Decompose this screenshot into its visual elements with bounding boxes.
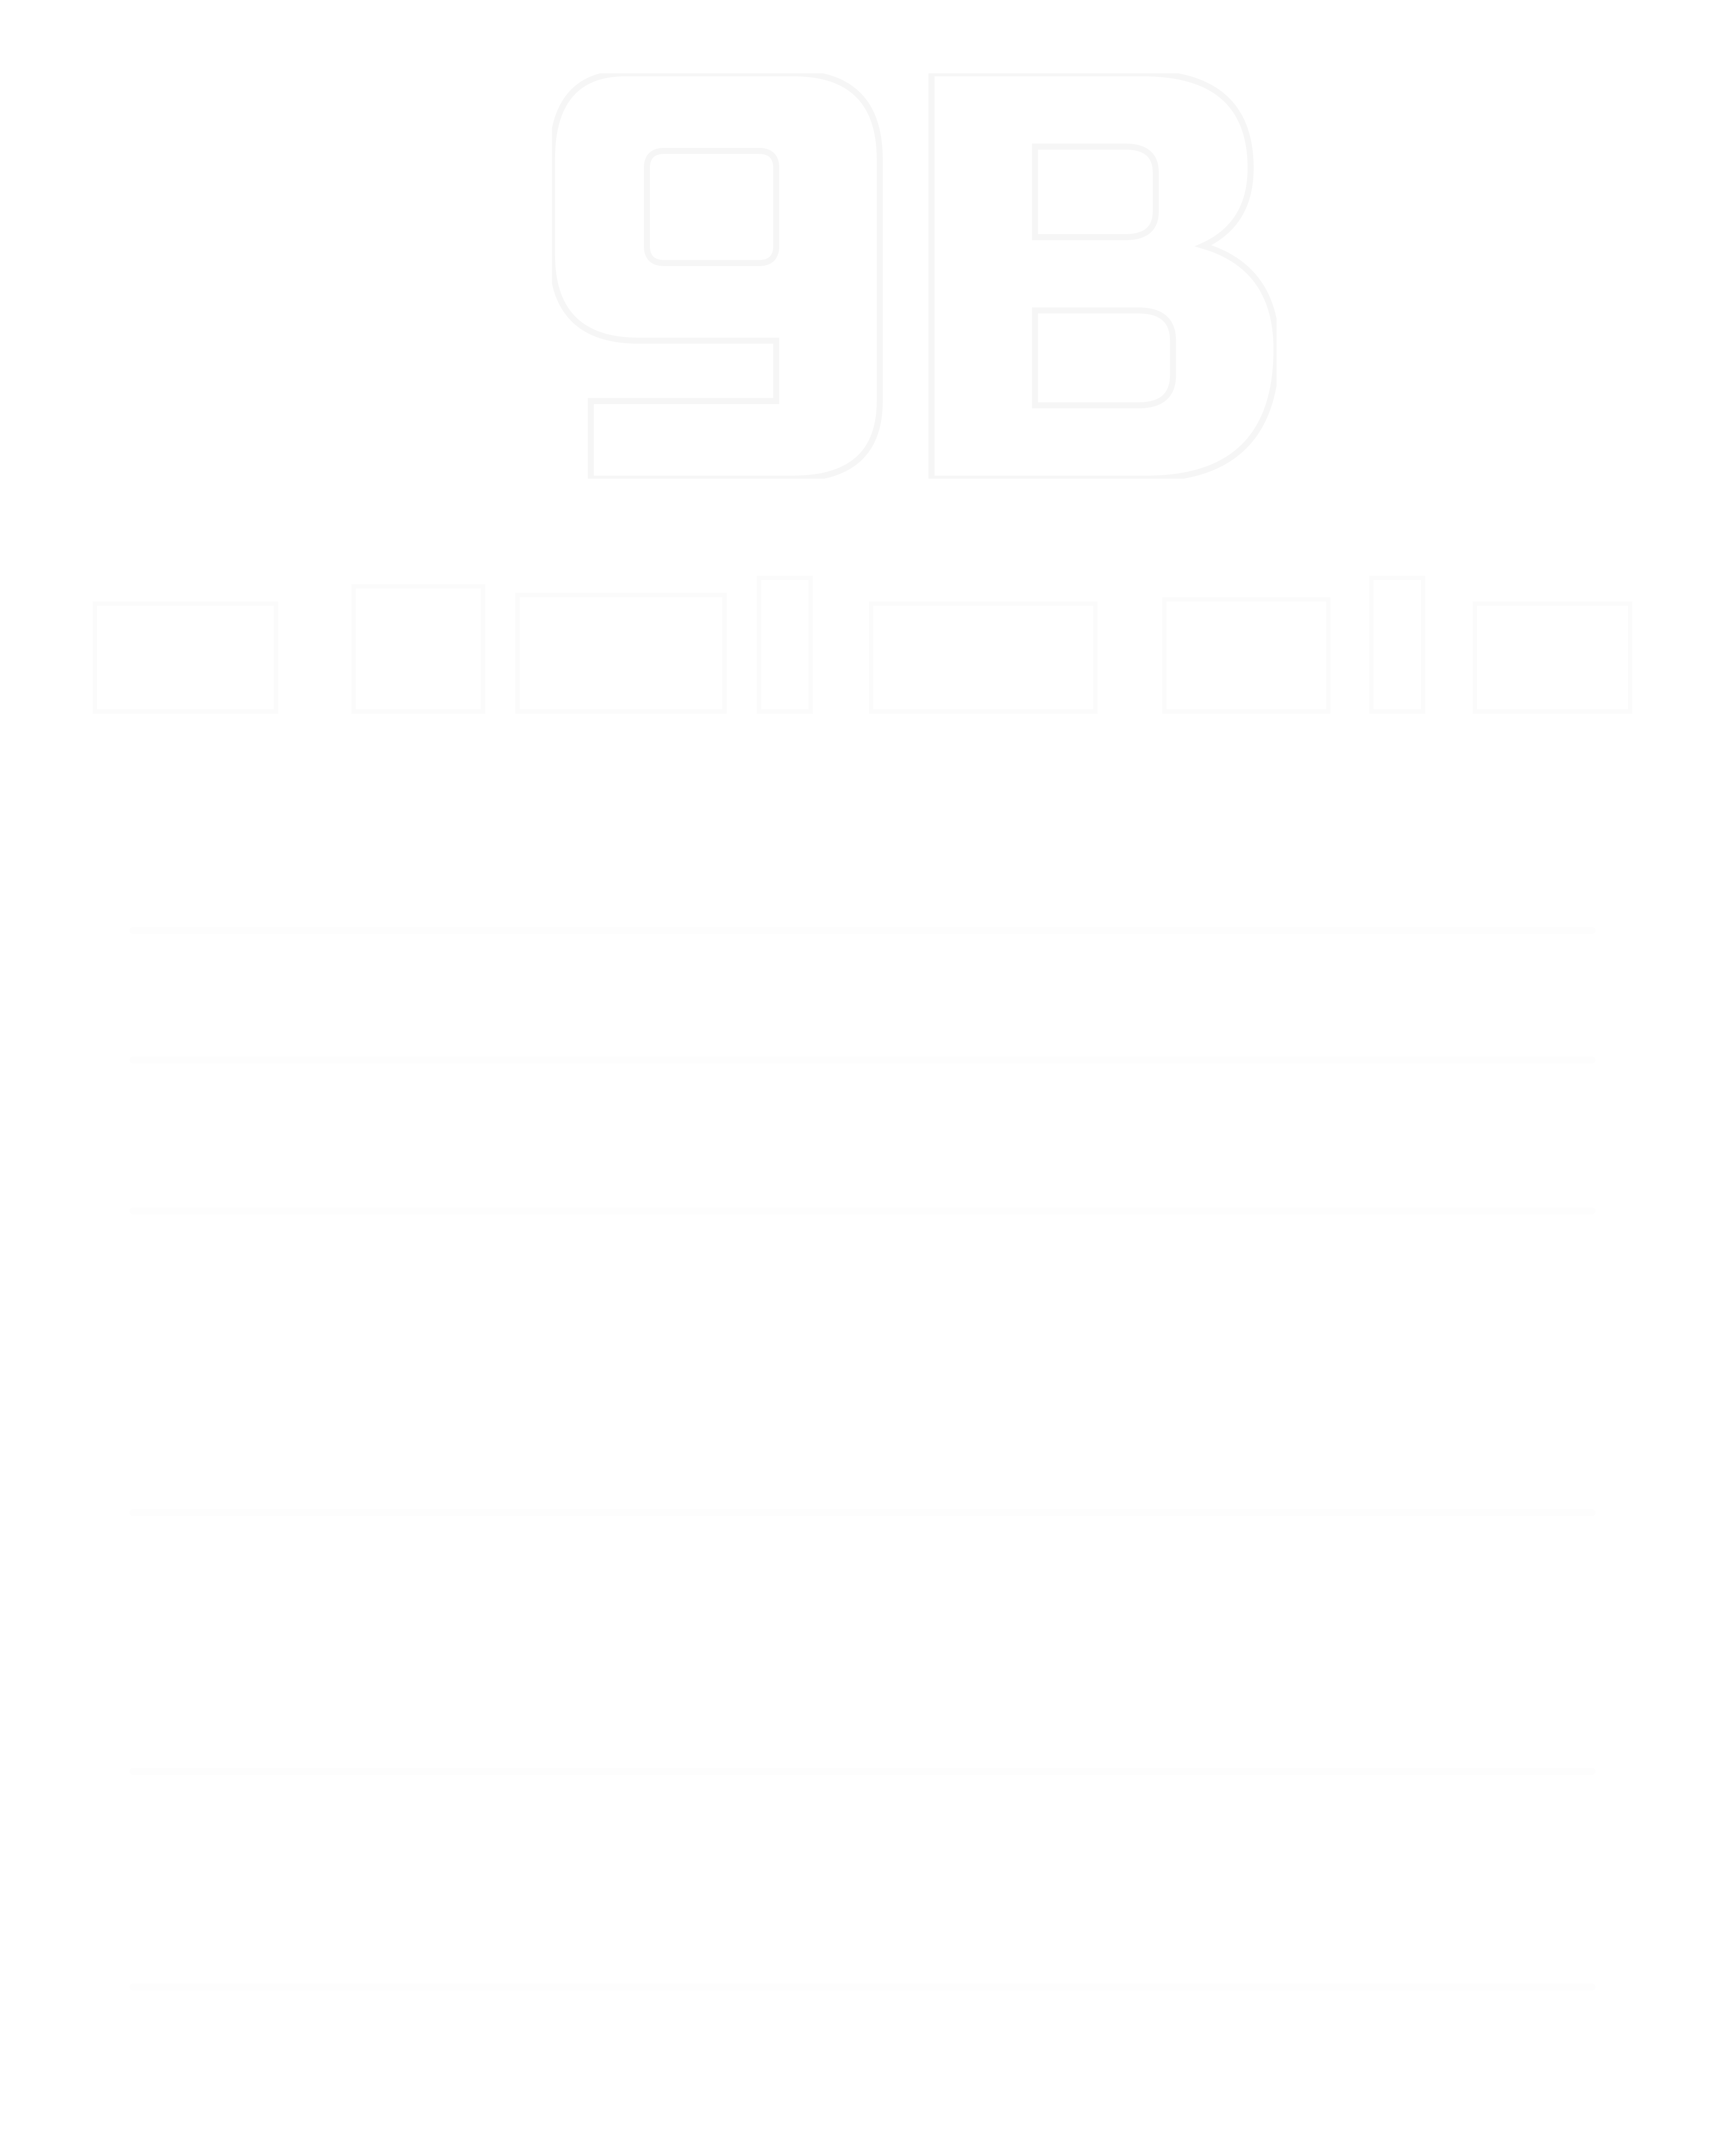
faint-line — [129, 1056, 1596, 1063]
faint-line — [129, 1984, 1596, 1990]
logo-wordmark — [86, 561, 1639, 724]
faint-line — [129, 1207, 1596, 1214]
faint-line — [129, 1768, 1596, 1775]
faint-line — [129, 1509, 1596, 1516]
logo-mark-icon — [552, 73, 1276, 479]
wordmark-shapes-icon — [86, 561, 1639, 724]
logo-9b — [552, 73, 1276, 479]
faint-line — [129, 927, 1596, 934]
